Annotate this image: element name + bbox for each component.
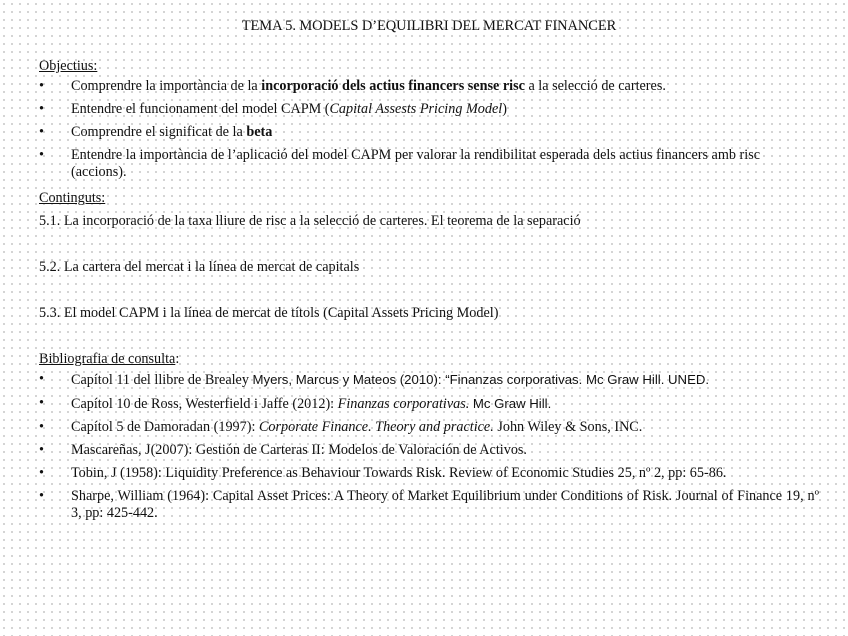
bibliography-heading: Bibliografia de consulta xyxy=(39,351,176,367)
bullet-icon: • xyxy=(39,465,44,481)
content-item: 5.2. La cartera del mercat i la línea de mercat de capitals xyxy=(39,259,360,275)
content-item: 5.1. La incorporació de la taxa lliure de risc a la selecció de carteres. El teorema de la separació xyxy=(39,213,581,229)
bullet-icon: • xyxy=(39,101,44,117)
page-title: TEMA 5. MODELS D’EQUILIBRI DEL MERCAT FINANCER xyxy=(241,18,617,34)
content-item: 5.3. El model CAPM i la línea de mercat de títols (Capital Assets Pricing Model) xyxy=(39,305,499,321)
bullet-icon: • xyxy=(39,442,44,458)
list-item: • Entendre la importància de l’aplicació del model CAPM per valorar la rendibilitat esperada dels actius financers amb risc (accions). xyxy=(39,147,761,180)
bullet-icon: • xyxy=(39,124,44,140)
list-item: • Tobin, J (1958): Liquidity Preference as Behaviour Towards Risk. Review of Economic Studies 25, nº 2, pp: 65-86. xyxy=(39,465,727,481)
bullet-icon: • xyxy=(39,371,44,387)
bullet-icon: • xyxy=(39,78,44,94)
document-page xyxy=(39,18,819,528)
list-item: • Capítol 11 del llibre de Brealey Myers, Marcus y Mateos (2010): “Finanzas corporativas. Mc Graw Hill. UNED. xyxy=(39,371,710,388)
objectives-heading: Objectius: xyxy=(39,58,98,74)
bibliography-list xyxy=(39,371,819,522)
bullet-icon: • xyxy=(39,395,44,411)
objectives-list xyxy=(39,78,819,181)
list-item: • Entendre el funcionament del model CAPM (Capital Assests Pricing Model) xyxy=(39,101,507,117)
list-item: • Comprendre el significat de la beta xyxy=(39,124,273,140)
bullet-icon: • xyxy=(39,488,44,504)
list-item: • Capítol 5 de Damoradan (1997): Corporate Finance. Theory and practice. John Wiley & Sons, INC. xyxy=(39,419,643,435)
bibliography-heading-row: Bibliografia de consulta: xyxy=(39,351,180,367)
contents-heading: Continguts: xyxy=(39,190,106,206)
bullet-icon: • xyxy=(39,419,44,435)
list-item: • Capítol 10 de Ross, Westerfield i Jaffe (2012): Finanzas corporativas. Mc Graw Hill. xyxy=(39,395,552,412)
bullet-icon: • xyxy=(39,147,44,163)
list-item: • Sharpe, William (1964): Capital Asset Prices: A Theory of Market Equilibrium under Conditions of Risk. Journal of Finance 19, nº 3, pp: 425-442. xyxy=(39,488,819,521)
list-item: • Comprendre la importància de la incorporació dels actius financers sense risc a la selecció de carteres. xyxy=(39,78,666,94)
list-item: • Mascareñas, J(2007): Gestión de Carteras II: Modelos de Valoración de Activos. xyxy=(39,442,527,458)
